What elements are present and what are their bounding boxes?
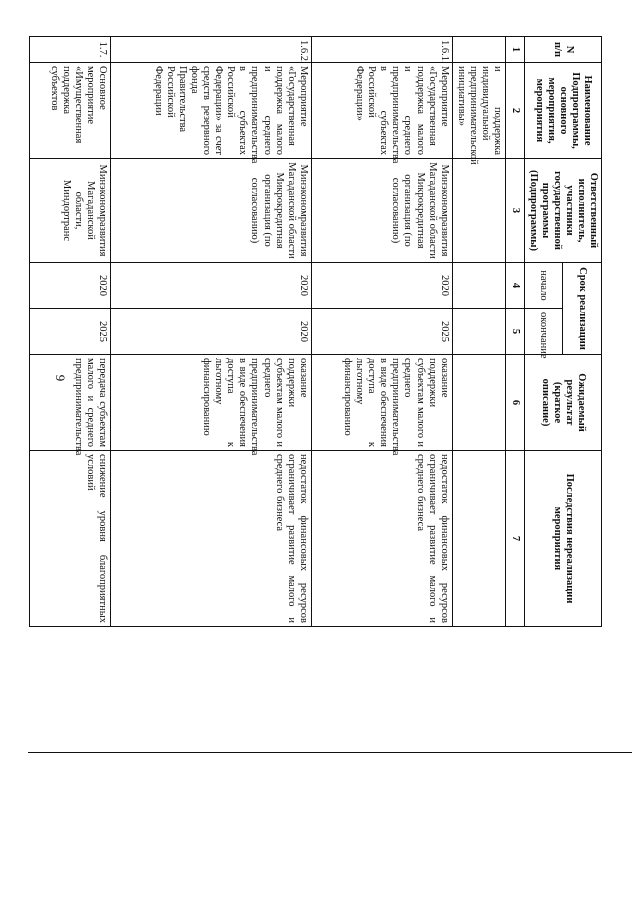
page-divider bbox=[28, 752, 632, 753]
row-effect: снижение уровня благоприятных условий bbox=[29, 451, 110, 627]
row-start: 2020 bbox=[110, 263, 311, 309]
header-name: Наименование Подпрограммы, основного мероприятия, мероприятия bbox=[524, 63, 601, 159]
row-start: 2020 bbox=[29, 263, 110, 309]
row-num: 1.7. bbox=[29, 37, 110, 63]
table-row bbox=[110, 37, 311, 627]
row-start: 2020 bbox=[311, 263, 452, 309]
table-container bbox=[48, 36, 602, 626]
header-executor: Ответственный исполнитель, участники государственной программы (Подпрограммы) bbox=[524, 159, 601, 263]
row-effect: недостаток финансовых ресурсов ограничивает развитие малого и среднего бизнеса bbox=[311, 451, 452, 627]
header-end: окончание bbox=[524, 309, 563, 355]
table-row bbox=[29, 37, 110, 627]
row-result: оказание поддержки субъектам малого и среднего предпринимательства в виде обеспечения доступа к льготному финансированию bbox=[311, 355, 452, 451]
row-result: оказание поддержки субъектам малого и среднего предпринимательства в виде обеспечения доступа к льготному финансированию bbox=[110, 355, 311, 451]
row-end: 2025 bbox=[311, 309, 452, 355]
row-executor: Минэкономразвития Магаданской области Микрокредитная организация (по согласованию) bbox=[311, 159, 452, 263]
column-number: 5 bbox=[505, 309, 524, 355]
page-number: 9 bbox=[53, 374, 68, 382]
header-result: Ожидаемый результат (краткое описание) bbox=[524, 355, 601, 451]
table-row bbox=[452, 37, 505, 627]
header-num: N п/п bbox=[524, 37, 601, 63]
row-effect bbox=[452, 451, 505, 627]
row-end: 2025 bbox=[29, 309, 110, 355]
column-number: 1 bbox=[505, 37, 524, 63]
row-name: Мероприятие «Государственная поддержка малого и среднего предпринимательства в субъектах Российской Федерации» за счет средств резервного фонда Правительства Российской Федерации bbox=[110, 63, 311, 159]
column-number: 4 bbox=[505, 263, 524, 309]
table-row bbox=[311, 37, 452, 627]
measures-table bbox=[29, 36, 602, 627]
row-num: 1.6.2. bbox=[110, 37, 311, 63]
header-start: начало bbox=[524, 263, 563, 309]
header-row bbox=[563, 37, 602, 627]
column-number-row bbox=[505, 37, 524, 627]
row-executor: Минэкономразвития Магаданской области Микрокредитная организация (по согласованию) bbox=[110, 159, 311, 263]
row-num: 1.6.1. bbox=[311, 37, 452, 63]
column-number: 2 bbox=[505, 63, 524, 159]
row-effect: недостаток финансовых ресурсов ограничивает развитие малого и среднего бизнеса bbox=[110, 451, 311, 627]
row-name: и поддержка индивидуальной предпринимательской инициативы» bbox=[452, 63, 505, 159]
row-result bbox=[452, 355, 505, 451]
header-period: Срок реализации bbox=[563, 263, 602, 355]
row-end: 2020 bbox=[110, 309, 311, 355]
column-number: 7 bbox=[505, 451, 524, 627]
row-num bbox=[452, 37, 505, 63]
header-effect: Последствия нереализации мероприятия bbox=[524, 451, 601, 627]
row-result: передача субъектам малого и среднего предпринимательства bbox=[29, 355, 110, 451]
row-executor bbox=[452, 159, 505, 263]
row-end bbox=[452, 309, 505, 355]
row-name: Основное мероприятие «Имущественная поддержка субъектов bbox=[29, 63, 110, 159]
row-name: Мероприятие «Государственная поддержка малого и среднего предпринимательства в субъектах Российской Федерации» bbox=[311, 63, 452, 159]
row-executor: Минэкономразвития Магаданской области, Миндортранс bbox=[29, 159, 110, 263]
row-start bbox=[452, 263, 505, 309]
column-number: 6 bbox=[505, 355, 524, 451]
column-number: 3 bbox=[505, 159, 524, 263]
